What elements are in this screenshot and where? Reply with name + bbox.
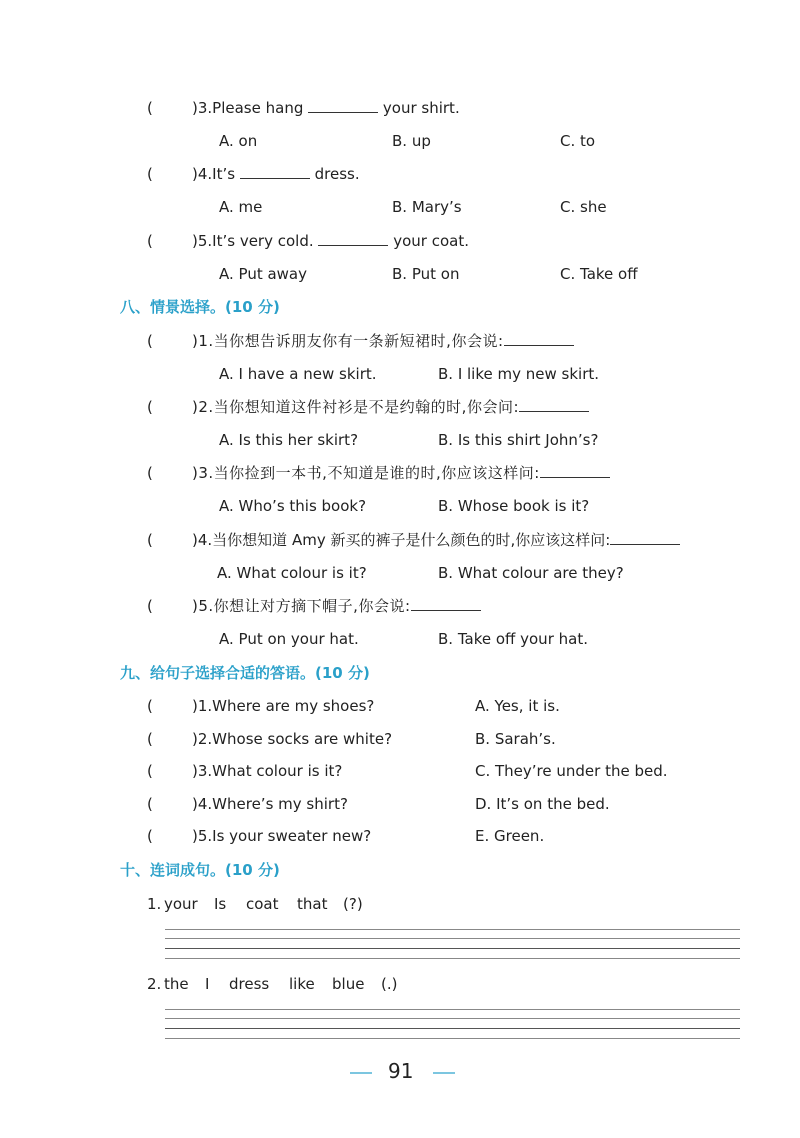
answer-option: C. They’re under the bed. bbox=[475, 762, 668, 780]
option-b: B. I like my new skirt. bbox=[438, 365, 600, 383]
question-text: )4.Where’s my shirt? bbox=[192, 795, 348, 813]
option-a: A. Is this her skirt? bbox=[219, 431, 359, 449]
option-b: B. Is this shirt John’s? bbox=[438, 431, 599, 449]
answer-paren[interactable]: ( bbox=[147, 762, 153, 780]
answer-paren[interactable]: ( bbox=[147, 730, 153, 748]
section-10-heading: 十、连词成句。(10 分) bbox=[120, 861, 280, 879]
punctuation: (?) bbox=[343, 895, 363, 913]
word: that bbox=[297, 895, 328, 913]
word: like bbox=[289, 975, 315, 993]
word: Is bbox=[214, 895, 227, 913]
word: blue bbox=[332, 975, 365, 993]
option-c: C. Take off bbox=[560, 265, 638, 283]
answer-paren[interactable]: ( bbox=[147, 597, 153, 615]
option-c: C. she bbox=[560, 198, 607, 216]
question-text: )1.Where are my shoes? bbox=[192, 697, 375, 715]
question-text: )2.Whose socks are white? bbox=[192, 730, 393, 748]
question-text: )5.你想让对方摘下帽子,你会说: bbox=[192, 596, 481, 616]
answer-option: A. Yes, it is. bbox=[475, 697, 560, 715]
fill-blank[interactable] bbox=[411, 596, 481, 611]
question-stem: )3.Please hang your shirt. bbox=[192, 99, 460, 117]
option-a: A. What colour is it? bbox=[217, 564, 367, 582]
answer-option: D. It’s on the bed. bbox=[475, 795, 610, 813]
word: dress bbox=[229, 975, 270, 993]
word: the bbox=[164, 975, 189, 993]
punctuation: (.) bbox=[381, 975, 398, 993]
answer-paren[interactable]: ( bbox=[147, 827, 153, 845]
section-9-heading: 九、给句子选择合适的答语。(10 分) bbox=[120, 664, 370, 682]
question-text: )3.当你捡到一本书,不知道是谁的时,你应该这样问: bbox=[192, 463, 610, 483]
answer-paren[interactable]: ( bbox=[147, 795, 153, 813]
writing-line[interactable] bbox=[165, 1038, 740, 1039]
answer-paren[interactable]: ( bbox=[147, 232, 153, 250]
question-stem: )4.It’s dress. bbox=[192, 165, 360, 183]
word: I bbox=[205, 975, 210, 993]
writing-line[interactable] bbox=[165, 938, 740, 939]
question-text: )2.当你想知道这件衬衫是不是约翰的时,你会问: bbox=[192, 397, 589, 417]
question-text: )4.当你想知道 Amy 新买的裤子是什么颜色的时,你应该这样问: bbox=[192, 530, 680, 550]
writing-baseline[interactable] bbox=[165, 948, 740, 949]
item-number: 2. bbox=[147, 975, 162, 993]
option-b: B. Whose book is it? bbox=[438, 497, 590, 515]
option-b: B. What colour are they? bbox=[438, 564, 624, 582]
answer-paren[interactable]: ( bbox=[147, 165, 153, 183]
answer-paren[interactable]: ( bbox=[147, 332, 153, 350]
answer-paren[interactable]: ( bbox=[147, 99, 153, 117]
fill-blank[interactable] bbox=[318, 231, 388, 246]
word: coat bbox=[246, 895, 279, 913]
fill-blank[interactable] bbox=[240, 164, 310, 179]
section-8-heading: 八、情景选择。(10 分) bbox=[120, 298, 280, 316]
answer-paren[interactable]: ( bbox=[147, 398, 153, 416]
page-number: 91 bbox=[388, 1059, 414, 1083]
writing-line[interactable] bbox=[165, 929, 740, 930]
answer-option: E. Green. bbox=[475, 827, 545, 845]
question-stem: )5.It’s very cold. your coat. bbox=[192, 232, 469, 250]
page-number-dash-left bbox=[350, 1072, 372, 1074]
answer-paren[interactable]: ( bbox=[147, 464, 153, 482]
option-b: B. Put on bbox=[392, 265, 460, 283]
question-text: )1.当你想告诉朋友你有一条新短裙时,你会说: bbox=[192, 331, 574, 351]
word: your bbox=[164, 895, 198, 913]
option-a: A. Put on your hat. bbox=[219, 630, 359, 648]
question-text: )5.Is your sweater new? bbox=[192, 827, 372, 845]
answer-paren[interactable]: ( bbox=[147, 697, 153, 715]
writing-line[interactable] bbox=[165, 1009, 740, 1010]
option-b: B. up bbox=[392, 132, 431, 150]
option-b: B. Mary’s bbox=[392, 198, 462, 216]
option-a: A. Who’s this book? bbox=[219, 497, 367, 515]
page-number-dash-right bbox=[433, 1072, 455, 1074]
fill-blank[interactable] bbox=[519, 397, 589, 412]
option-a: A. Put away bbox=[219, 265, 308, 283]
option-a: A. me bbox=[219, 198, 263, 216]
item-number: 1. bbox=[147, 895, 162, 913]
option-c: C. to bbox=[560, 132, 596, 150]
answer-paren[interactable]: ( bbox=[147, 531, 153, 549]
fill-blank[interactable] bbox=[504, 331, 574, 346]
option-a: A. I have a new skirt. bbox=[219, 365, 377, 383]
fill-blank[interactable] bbox=[540, 463, 610, 478]
writing-line[interactable] bbox=[165, 1018, 740, 1019]
fill-blank[interactable] bbox=[308, 98, 378, 113]
answer-option: B. Sarah’s. bbox=[475, 730, 556, 748]
question-text: )3.What colour is it? bbox=[192, 762, 343, 780]
option-b: B. Take off your hat. bbox=[438, 630, 588, 648]
writing-baseline[interactable] bbox=[165, 1028, 740, 1029]
fill-blank[interactable] bbox=[610, 530, 680, 545]
writing-line[interactable] bbox=[165, 958, 740, 959]
option-a: A. on bbox=[219, 132, 258, 150]
